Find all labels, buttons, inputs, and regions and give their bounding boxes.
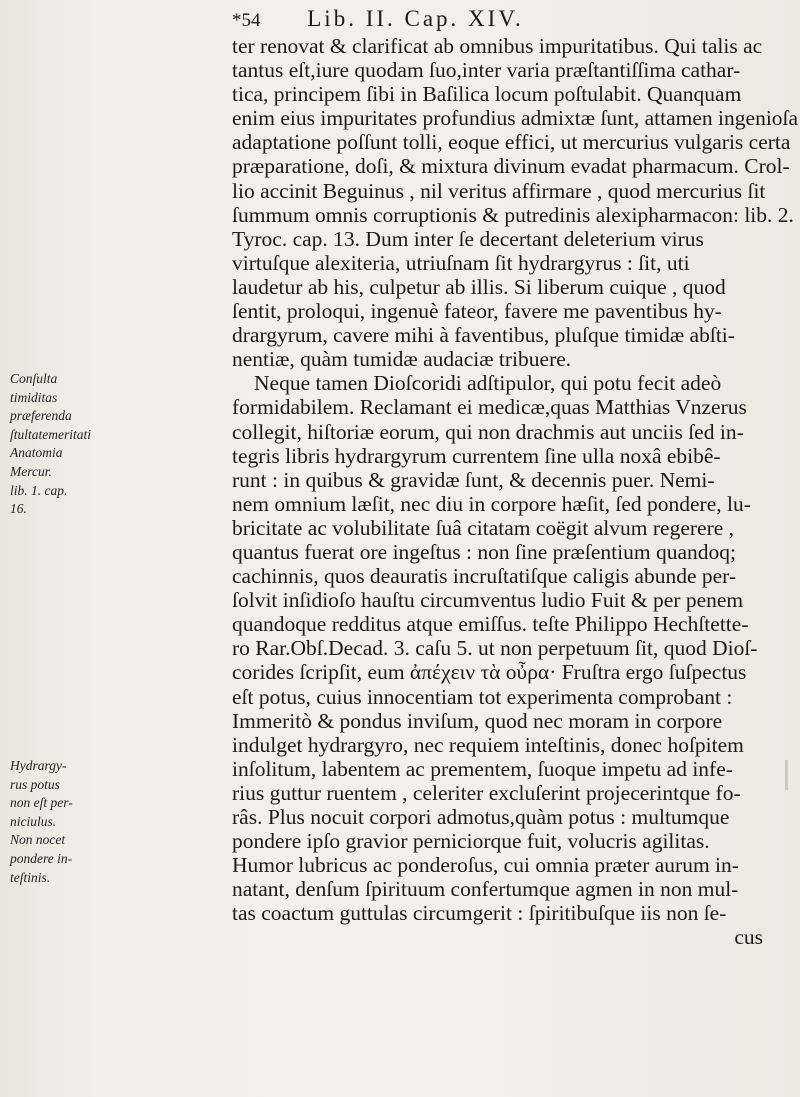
text-line: pondere ipſo gravior perniciorque fuit, volucris agilitas.: [232, 829, 710, 854]
text-line: ſentit, proloqui, ingenuè fateor, favere me paventibus hy-: [232, 299, 722, 324]
margin-note-line: lib. 1. cap.: [10, 482, 68, 498]
text-line: inſolitum, labentem ac prementem, ſuoque impetu ad infe-: [232, 756, 733, 781]
text-line: collegit, hiſtoriæ eorum, qui non drachmis aut unciis ſed in-: [232, 419, 744, 444]
text-line: râs. Plus nocuit corpori admotus,quàm potus : multumque: [232, 805, 730, 829]
margin-note-timidity: [10, 370, 150, 519]
text-line: nentiæ, quàm tumidæ audaciæ tribuere.: [232, 347, 572, 372]
text-line: rius guttur ruentem , celeriter excluſerint projecerintque fo-: [232, 780, 741, 805]
text-line: drargyrum, cavere mihi à faventibus, pluſque timidæ abſti-: [232, 323, 735, 348]
margin-note-line: Non nocet: [10, 832, 66, 848]
paper-mark: [785, 760, 788, 790]
text-line: ſummum omnis corruptionis & putredinis alexipharmacon: lib. 2.: [232, 202, 794, 227]
text-line: Humor lubricus ac ponderoſus, cui omnia præter aurum in-: [232, 853, 739, 878]
text-line: bricitate ac volubilitate ſuâ citatam coëgit alvum regerere ,: [232, 515, 735, 540]
text-line: enim eius impuritates profundius admixtæ ſunt, attamen ingenioſa: [232, 106, 799, 131]
text-line: eſt potus, cuius innocentiam tot experimenta comprobant :: [232, 684, 733, 709]
margin-note-line: ſtultatemeritati: [10, 426, 91, 442]
text-line: nem omnium læſit, nec diu in corpore hæſit, ſed pondere, lu-: [232, 491, 751, 516]
margin-note-line: non eſt per-: [10, 795, 73, 811]
text-line: adaptatione poſſunt tolli, eoque effici, ut mercurius vulgaris certa: [232, 130, 791, 155]
text-line: ter renovat & clarificat ab omnibus impuritatibus. Qui talis ac: [232, 34, 763, 58]
margin-note-line: Anatomia: [10, 445, 63, 461]
margin-note-line: Conſulta: [10, 371, 58, 386]
running-header: [232, 6, 752, 34]
margin-note-line: Hydrargy-: [10, 758, 67, 773]
text-line: corides ſcripſit, eum ἀπέχειν τὰ οὖρα· Fruſtra ergo ſuſpectus: [232, 660, 747, 685]
text-line: quandoque redditus atque emiſſus. teſte Philippo Hechſtette-: [232, 612, 749, 637]
text-line: præparatione, doſi, & mixtura divinum evadat pharmacum. Crol-: [232, 154, 790, 179]
margin-note-line: teſtinis.: [10, 869, 51, 885]
margin-note-line: pondere in-: [10, 850, 73, 866]
margin-note-hydrargyrus: [10, 757, 150, 887]
running-title: Lib. II. Cap. XIV.: [307, 6, 524, 31]
catchword: cus: [734, 925, 763, 950]
margin-note-line: niciulus.: [10, 813, 57, 829]
margin-note-line: 16.: [10, 501, 27, 517]
text-line: Tyroc. cap. 13. Dum inter ſe decertant deleterium virus: [232, 226, 704, 251]
text-line: indulget hydrargyro, nec requiem inteſtinis, donec hoſpitem: [232, 732, 744, 757]
text-line: quantus fuerat ore ingeſtus : non ſine præſentium quandoq;: [232, 539, 736, 564]
text-line: Neque tamen Dioſcoridi adſtipulor, qui potu fecit adeò: [254, 371, 722, 396]
text-line: Immeritò & pondus inviſum, quod nec moram in corpore: [232, 708, 723, 733]
text-line: cachinnis, quos deauratis incruſtatiſque caligis abunde per-: [232, 564, 737, 589]
text-line: natant, denſum ſpirituum confertumque agmen in non mul-: [232, 877, 739, 902]
text-line: lio accinit Beguinus , nil veritus affirmare , quod mercurius ſit: [232, 178, 766, 203]
text-line: tantus eſt,iure quodam ſuo,inter varia præſtantiſſima cathar-: [232, 58, 741, 83]
margin-note-line: Mercur.: [10, 463, 52, 479]
text-line: tegris libris hydrargyrum currentem ſine ulla noxâ ebibê-: [232, 443, 721, 468]
text-line: virtuſque alexiteria, utriuſnam ſit hydrargyrus : ſit, uti: [232, 250, 690, 275]
text-line: laudetur ab his, culpetur ab illis. Si liberum cuique , quod: [232, 274, 726, 299]
text-line: ro Rar.Obſ.Decad. 3. caſu 5. ut non perpetuum ſit, quod Dioſ-: [232, 636, 758, 661]
main-text: [232, 34, 799, 950]
margin-note-line: rus potus: [10, 776, 60, 792]
margin-note-line: timiditas: [10, 389, 58, 405]
text-line: formidabilem. Reclamant ei medicæ,quas Matthias Vnzerus: [232, 395, 747, 420]
margin-note-line: præferenda: [10, 408, 72, 424]
text-line: tas coactum guttulas circumgerit : ſpiritibuſque iis non ſe-: [232, 901, 727, 926]
page-number: *54: [232, 10, 261, 31]
text-line: ſolvit inſidioſo hauſtu circumventus ludio Fuit & per penem: [232, 588, 744, 613]
text-line: runt : in quibus & gravidæ ſunt, & decennis puer. Nemi-: [232, 467, 715, 492]
text-line: tica, principem ſibi in Baſilica locum poſtulabit. Quanquam: [232, 82, 742, 107]
